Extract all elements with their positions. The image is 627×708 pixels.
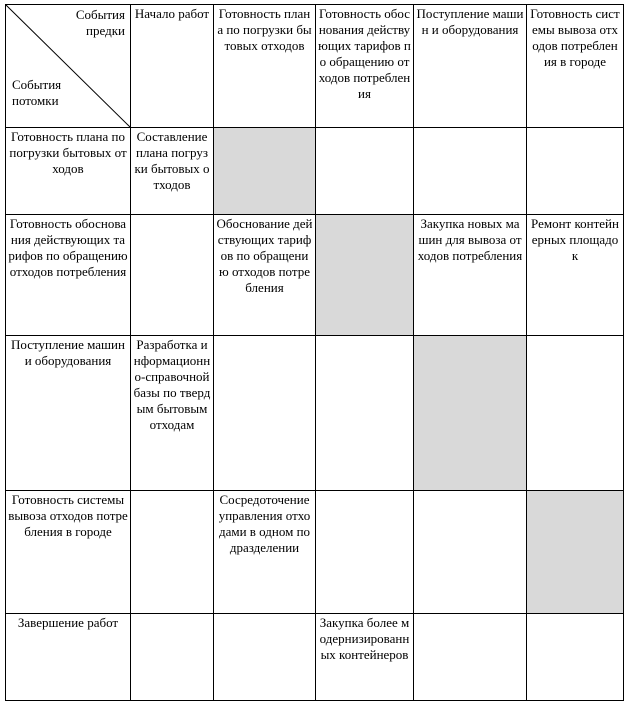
header-row [6,5,624,128]
table-cell [214,336,316,491]
diagonal-cell [316,215,414,336]
table-cell [131,491,214,614]
table-cell [527,614,624,701]
diagonal-cell [214,128,316,215]
column-header: Начало работ [131,5,214,128]
table-cell: Сосредоточение управления отходами в одном подразделении [214,491,316,614]
table-cell: Ремонт контейнерных площадок [527,215,624,336]
corner-children-label: События потомки [12,77,62,108]
column-header: Поступление машин и оборудования [414,5,527,128]
table-cell [316,336,414,491]
corner-cell [6,5,131,128]
row-header: Поступление машин и оборудования [6,336,131,491]
table-cell: Обоснование действующих тарифов по обращению отходов потребления [214,215,316,336]
table-cell [527,128,624,215]
table-cell [214,614,316,701]
row-header: Завершение работ [6,614,131,701]
column-header: Готовность обоснования действующих тарифов по обращению отходов потребления [316,5,414,128]
diagonal-cell [414,336,527,491]
table-row [6,614,624,701]
table-cell [316,128,414,215]
event-table [5,4,624,701]
table-row [6,128,624,215]
column-header: Готовность системы вывоза отходов потребления в городе [527,5,624,128]
table-cell [131,215,214,336]
column-header: Готовность плана по погрузки бытовых отходов [214,5,316,128]
table-cell: Закупка более модернизированных контейнеров [316,614,414,701]
event-matrix [5,4,624,701]
table-cell [414,128,527,215]
row-header: Готовность обоснования действующих тарифов по обращению отходов потребления [6,215,131,336]
diagonal-cell [527,491,624,614]
table-cell [131,614,214,701]
table-cell [527,336,624,491]
table-row [6,491,624,614]
table-cell [316,491,414,614]
table-cell [414,491,527,614]
table-cell: Закупка новых машин для вывоза отходов потребления [414,215,527,336]
table-row [6,215,624,336]
row-header: Готовность системы вывоза отходов потребления в городе [6,491,131,614]
corner-parents-label: События предки [75,7,125,38]
table-cell: Разработка информационно-справочной базы по твердым бытовым отходам [131,336,214,491]
table-cell: Составление плана погрузки бытовых отходов [131,128,214,215]
table-cell [414,614,527,701]
row-header: Готовность плана по погрузки бытовых отходов [6,128,131,215]
table-row [6,336,624,491]
